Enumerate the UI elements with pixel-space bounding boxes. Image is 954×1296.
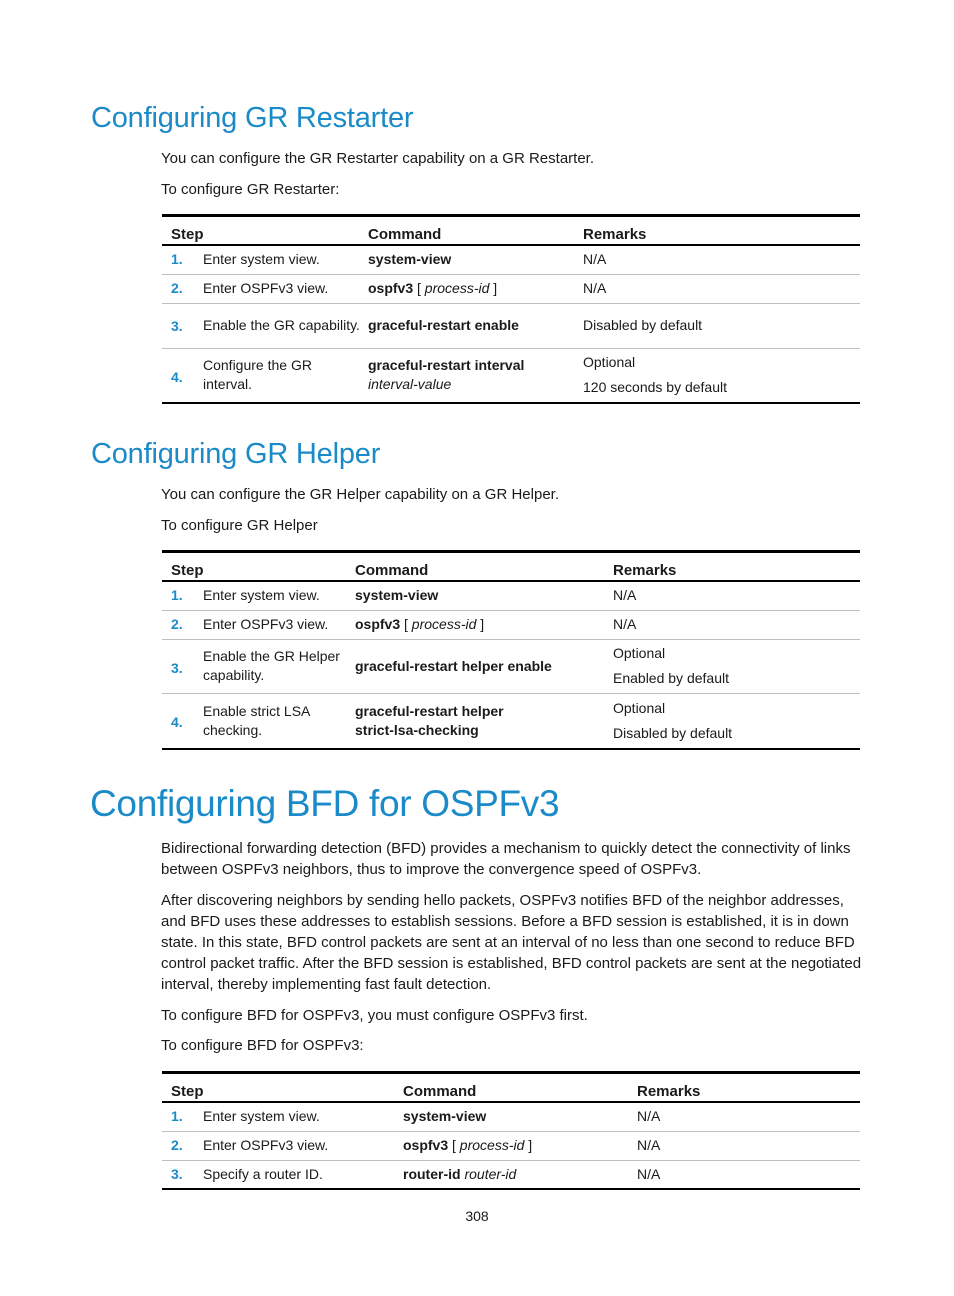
paragraph: After discovering neighbors by sending hello packets, OSPFv3 notifies BFD of the neighbor addresses, and BFD uses these addresses to establish sessions. Before a BFD session is established, it is in down state. In this state, BFD control packets are sent at an interval of no less than one second to reduce BFD control packet traffic. After the BFD session is established, BFD control packets are sent at the negotiated interval, thereby implementing fast fault detection.: [161, 892, 862, 993]
paragraph: To configure GR Helper: [161, 517, 318, 534]
step-text: Enable the GR capability.: [203, 303, 368, 348]
table-row: [162, 245, 860, 274]
paragraph: To configure GR Restarter:: [161, 181, 340, 198]
command-bracket: ]: [524, 1137, 533, 1153]
remark-line: 120 seconds by default: [583, 379, 727, 396]
column-header-command: Command: [403, 1073, 637, 1103]
command-keyword: system-view: [403, 1108, 487, 1125]
step-text: Enter system view.: [203, 245, 368, 274]
remarks: [583, 245, 860, 274]
command: [368, 245, 583, 274]
bfd-table: [162, 1071, 860, 1190]
step-number: 4.: [162, 693, 203, 749]
remarks: [613, 581, 860, 610]
remarks: [613, 693, 860, 749]
step-number: 4.: [162, 348, 203, 403]
section-heading-gr-restarter: Configuring GR Restarter: [91, 102, 414, 134]
remark-line: Disabled by default: [583, 317, 703, 333]
paragraph: To configure BFD for OSPFv3, you must configure OSPFv3 first.: [161, 1007, 588, 1024]
column-header-remarks: Remarks: [583, 216, 860, 246]
remarks: [583, 303, 860, 348]
remark-line: N/A: [637, 1165, 661, 1182]
step-text: Enable the GR Helper capability.: [203, 639, 355, 693]
command: [368, 348, 583, 403]
command-bracket: ]: [476, 616, 485, 632]
command-keyword: graceful-restart helper enable: [355, 657, 552, 674]
step-number: 3.: [162, 1160, 203, 1189]
step-text: Configure the GR interval.: [203, 348, 368, 403]
table-row: [162, 693, 860, 749]
step-text: Enter system view.: [203, 1102, 403, 1131]
table-row: [162, 274, 860, 303]
table-row: [162, 581, 860, 610]
command-keyword: graceful-restart enable: [368, 317, 519, 333]
step-number: 1.: [162, 581, 203, 610]
column-header-remarks: Remarks: [613, 552, 860, 582]
command: [403, 1102, 637, 1131]
remark-line: Enabled by default: [613, 670, 729, 686]
command-bracket: [: [448, 1137, 460, 1153]
remarks: [637, 1160, 860, 1189]
step-text: Enter system view.: [203, 581, 355, 610]
command: [403, 1160, 637, 1189]
command-keyword: ospfv3: [403, 1137, 449, 1153]
step-text: Specify a router ID.: [203, 1160, 403, 1189]
table-row: [162, 639, 860, 693]
table-header-row: [162, 1073, 860, 1103]
section-heading-gr-helper: Configuring GR Helper: [91, 438, 381, 470]
table-row: [162, 348, 860, 403]
column-header-step: Step: [162, 216, 368, 246]
gr-helper-table: [162, 550, 860, 750]
remarks: [613, 610, 860, 639]
command-keyword: strict-lsa-checking: [355, 721, 479, 738]
step-text: Enter OSPFv3 view.: [203, 610, 355, 639]
column-header-step: Step: [162, 552, 355, 582]
command: [355, 693, 613, 749]
step-number: 2.: [162, 610, 203, 639]
command-keyword: ospfv3: [355, 616, 401, 632]
remarks: [637, 1131, 860, 1160]
table-row: [162, 610, 860, 639]
remark-line: N/A: [637, 1108, 661, 1125]
command-keyword: graceful-restart interval: [368, 357, 525, 374]
step-text: Enable strict LSA checking.: [203, 693, 355, 749]
step-text: Enter OSPFv3 view.: [203, 274, 368, 303]
remark-line: Optional: [613, 645, 666, 661]
command-bracket: [: [400, 616, 412, 632]
remark-line: Disabled by default: [613, 724, 733, 741]
paragraph: You can configure the GR Restarter capability on a GR Restarter.: [161, 150, 595, 167]
column-header-remarks: Remarks: [637, 1073, 860, 1103]
remark-line: Optional: [613, 699, 666, 716]
command-bracket: [: [413, 280, 425, 296]
step-text: Enter OSPFv3 view.: [203, 1131, 403, 1160]
command: [368, 274, 583, 303]
remarks: [583, 274, 860, 303]
chapter-heading-bfd-ospfv3: Configuring BFD for OSPFv3: [90, 783, 560, 824]
command: [355, 639, 613, 693]
table-row: [162, 1160, 860, 1189]
step-number: 2.: [162, 1131, 203, 1160]
step-number: 1.: [162, 1102, 203, 1131]
table-row: [162, 1131, 860, 1160]
command-argument: interval-value: [368, 376, 452, 393]
table-row: [162, 303, 860, 348]
command-keyword: system-view: [368, 251, 452, 268]
command-argument: process-id: [411, 616, 477, 632]
command-keyword: ospfv3: [368, 280, 414, 296]
table-row: [162, 1102, 860, 1131]
command-keyword: graceful-restart helper: [355, 702, 504, 719]
command: [355, 610, 613, 639]
command-argument: router-id: [464, 1165, 517, 1182]
table-header-row: [162, 552, 860, 582]
remark-line: N/A: [613, 587, 637, 604]
column-header-step: Step: [162, 1073, 403, 1103]
command-argument: process-id: [424, 280, 490, 296]
command-keyword: router-id: [403, 1165, 461, 1182]
remark-line: N/A: [613, 616, 637, 632]
column-header-command: Command: [355, 552, 613, 582]
remarks: [583, 348, 860, 403]
command-bracket: ]: [489, 280, 498, 296]
step-number: 1.: [162, 245, 203, 274]
paragraph: To configure BFD for OSPFv3:: [161, 1037, 364, 1054]
command: [355, 581, 613, 610]
page-number: 308: [465, 1208, 489, 1224]
command: [403, 1131, 637, 1160]
step-number: 3.: [162, 303, 203, 348]
remark-line: N/A: [583, 251, 607, 268]
step-number: 3.: [162, 639, 203, 693]
paragraph: Bidirectional forwarding detection (BFD) provides a mechanism to quickly detect the connectivity of links between OSPFv3 neighbors, thus to improve the convergence speed of OSPFv3.: [161, 840, 851, 878]
column-header-command: Command: [368, 216, 583, 246]
command: [368, 303, 583, 348]
step-number: 2.: [162, 274, 203, 303]
remarks: [613, 639, 860, 693]
gr-restarter-table: [162, 214, 860, 404]
remarks: [637, 1102, 860, 1131]
table-header-row: [162, 216, 860, 246]
command-keyword: system-view: [355, 587, 439, 604]
remark-line: Optional: [583, 354, 636, 371]
remark-line: N/A: [583, 280, 607, 296]
command-argument: process-id: [459, 1137, 525, 1153]
remark-line: N/A: [637, 1137, 661, 1153]
paragraph: You can configure the GR Helper capability on a GR Helper.: [161, 486, 560, 503]
